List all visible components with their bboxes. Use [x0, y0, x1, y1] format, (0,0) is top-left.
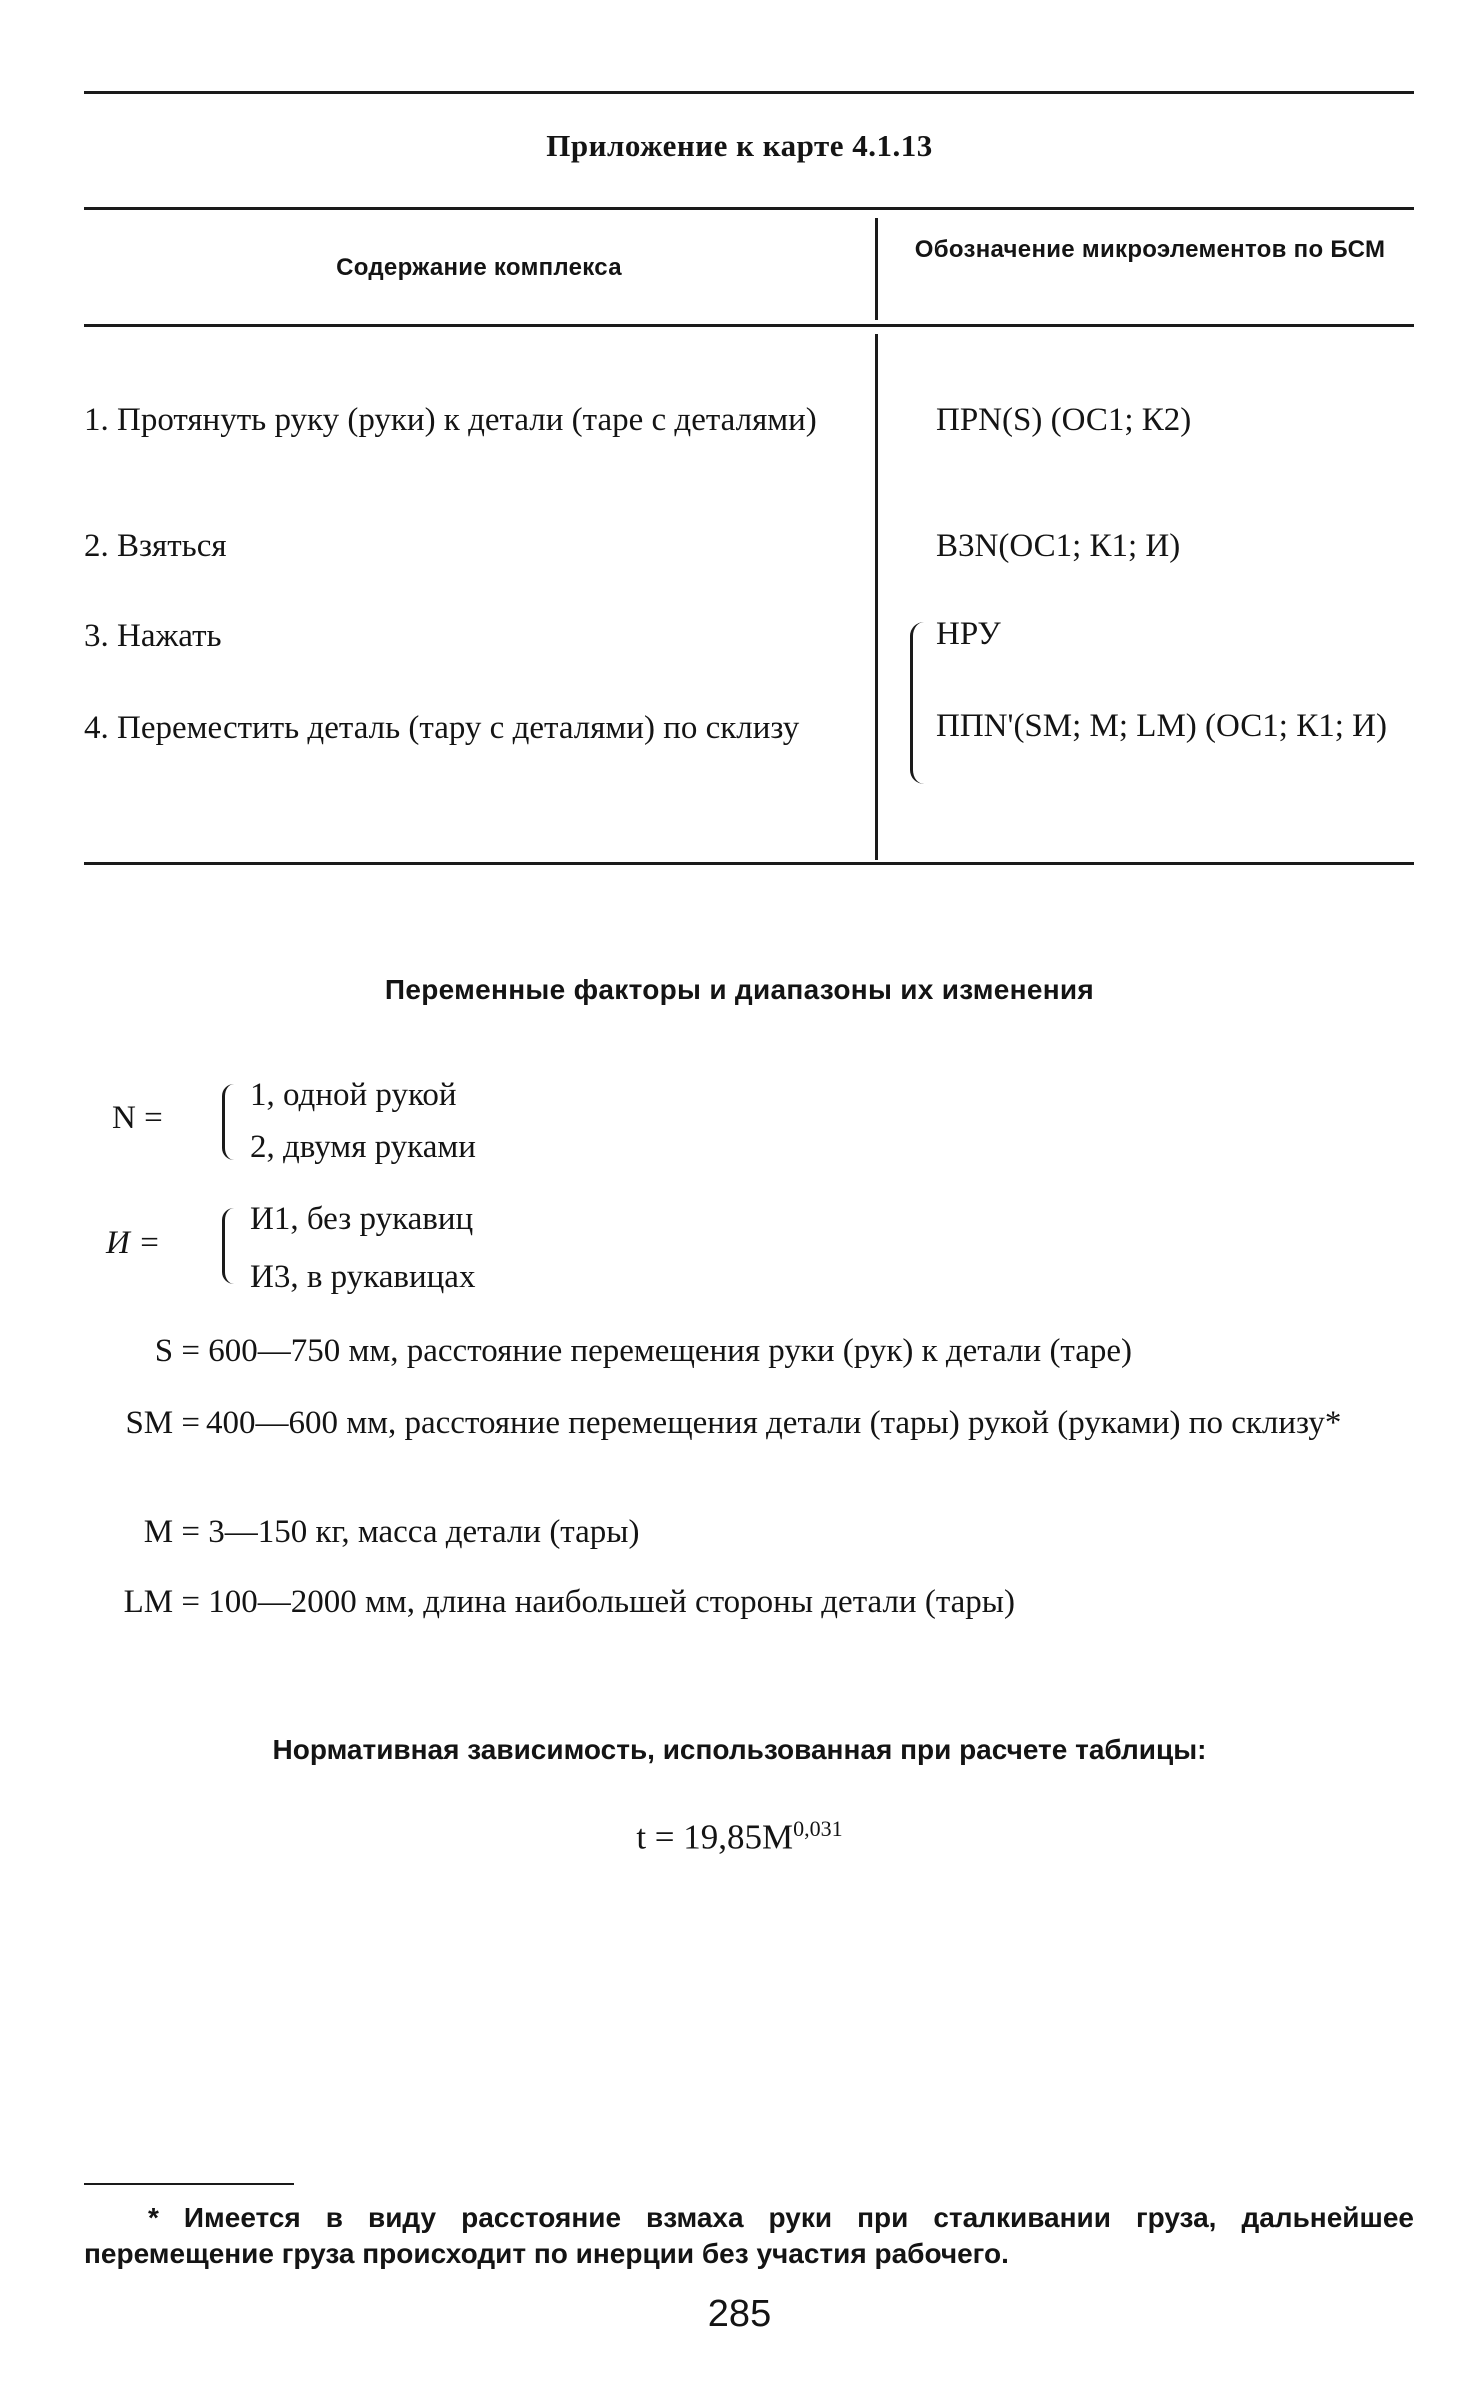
row-content: 2. Взяться	[84, 528, 227, 564]
row-content: 4. Переместить деталь (тару с деталями) по склизу	[84, 710, 800, 746]
factor-i-option: И1, без рукавиц	[250, 1201, 474, 1237]
footnote-rule	[84, 2183, 294, 2185]
factor-i-brace	[222, 1208, 239, 1284]
formula-exponent: 0,031	[793, 1816, 843, 1841]
factor-sm-label: SM =	[125, 1405, 200, 1441]
factor-n-label: N =	[112, 1100, 163, 1136]
formula-title: Нормативная зависимость, использованная при расчете таблицы:	[272, 1734, 1207, 1765]
factor-i-label: И =	[106, 1225, 161, 1261]
factors-title: Переменные факторы и диапазоны их изменения	[384, 974, 1095, 1005]
factor-lm	[84, 1583, 1414, 1621]
factor-lm-label: LM =	[123, 1584, 200, 1620]
factor-i-option: И3, в рукавицах	[250, 1259, 476, 1295]
factor-n-option: 1, одной рукой	[250, 1077, 457, 1113]
footnote: * Имеется в виду расстояние взмаха руки при сталкивании груза, дальнейшее перемещение груза происходит по инерции без участия рабочего.	[84, 2202, 1414, 2269]
page-number: 285	[707, 2293, 772, 2335]
table-row	[84, 618, 852, 654]
header-bottom-rule	[84, 324, 1414, 327]
factor-n-option: 2, двумя руками	[250, 1129, 476, 1165]
row-brace	[910, 622, 927, 784]
factor-s-text: 600—750 мм, расстояние перемещения руки (рук) к детали (таре)	[208, 1333, 1133, 1369]
row-code: ППN'(SM; M; LM) (ОС1; К1; И)	[936, 708, 1387, 744]
column-header-code: Обозначение микроэлементов по БСМ	[914, 236, 1386, 263]
header-column-divider	[875, 218, 878, 320]
table-row	[84, 710, 852, 746]
row-code: НРУ	[936, 616, 1001, 652]
caption: Приложение к карте 4.1.13	[546, 128, 933, 163]
factor-s-label: S =	[154, 1333, 200, 1369]
factor-m	[84, 1513, 1414, 1551]
table-row	[84, 528, 852, 564]
row-content: 3. Нажать	[84, 618, 222, 654]
row-content: 1. Протянуть руку (руки) к детали (таре с деталями)	[84, 402, 817, 438]
factor-s	[84, 1332, 1414, 1370]
factor-m-text: 3—150 кг, масса детали (тары)	[208, 1514, 640, 1550]
factor-sm	[84, 1404, 1414, 1442]
column-header-content: Содержание комплекса	[336, 254, 622, 281]
body-column-divider	[875, 334, 878, 860]
formula	[0, 1816, 1479, 1858]
factor-n-brace	[222, 1084, 239, 1160]
table-bottom-rule	[84, 862, 1414, 865]
row-code: ПРN(S) (ОС1; К2)	[936, 402, 1192, 438]
factor-lm-text: 100—2000 мм, длина наибольшей стороны детали (тары)	[208, 1584, 1015, 1620]
table-top-rule	[84, 207, 1414, 210]
top-rule	[84, 91, 1414, 94]
row-code: В3N(ОС1; К1; И)	[936, 528, 1181, 564]
formula-base: t = 19,85M	[636, 1817, 794, 1857]
factor-m-label: M =	[143, 1514, 200, 1550]
factor-sm-text: 400—600 мм, расстояние перемещения детали (тары) рукой (руками) по склизу*	[206, 1405, 1342, 1441]
table-row	[84, 402, 852, 438]
